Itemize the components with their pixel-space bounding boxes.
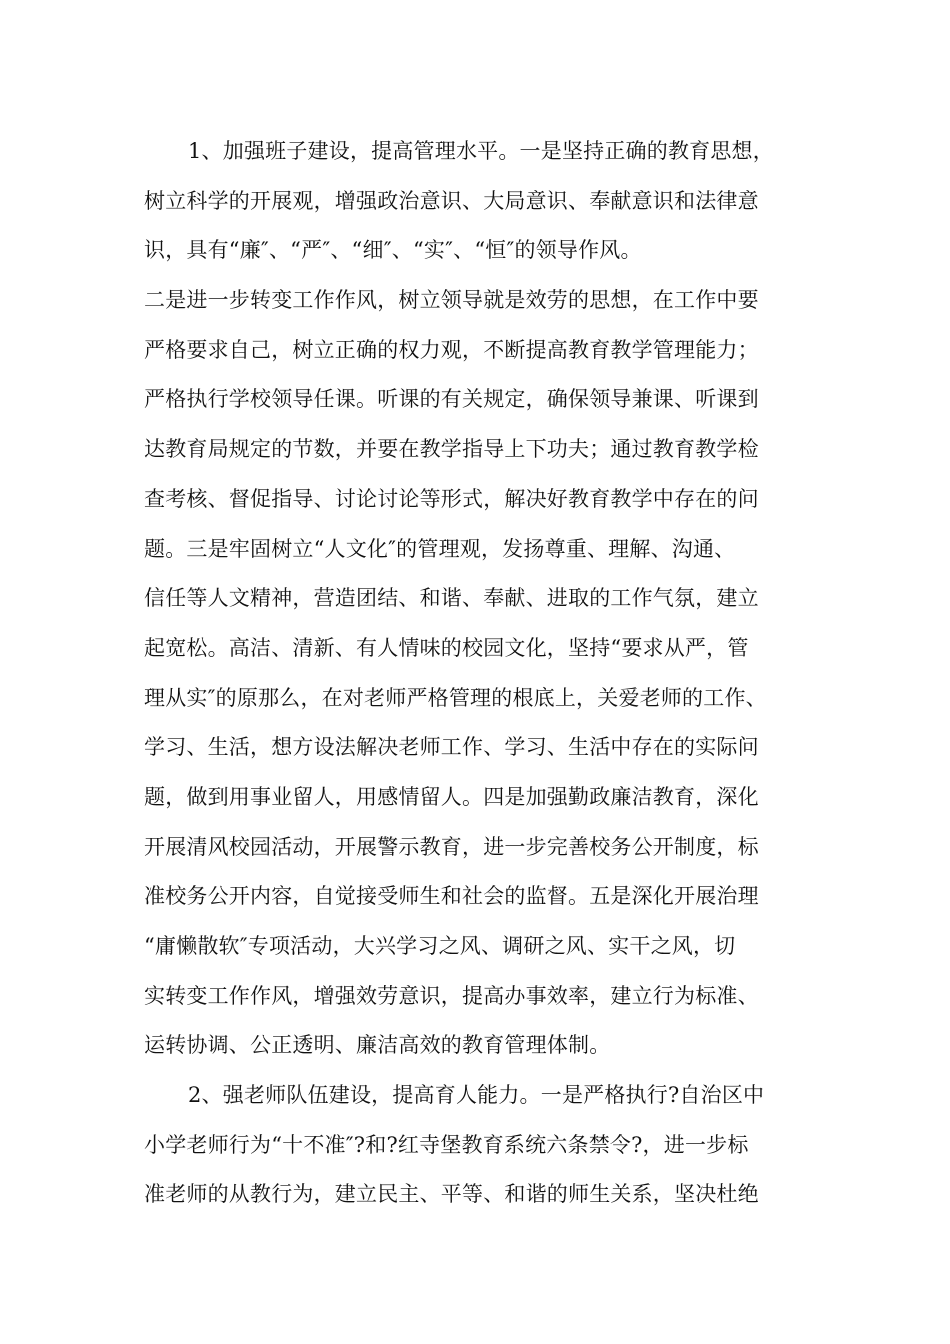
paragraph-1-line-12: 理从实″的原那么，在对老师严格管理的根底上，关爱老师的工作、 [144, 685, 767, 710]
paragraph-1-line-3: 识，具有“廉″、“严″、“细″、“实″、“恒″的领导作风。 [144, 238, 642, 263]
paragraph-2-line-3: 准老师的从教行为，建立民主、平等、和谐的师生关系，坚决杜绝 [144, 1182, 759, 1207]
paragraph-1-line-17: “庸懒散软″专项活动，大兴学习之风、调研之风、实干之风，切 [144, 934, 736, 958]
paragraph-1-line-13: 学习、生活，想方设法解决老师工作、学习、生活中存在的实际问 [144, 735, 759, 760]
paragraph-2-line-1: 2、强老师队伍建设，提高育人能力。一是严格执行?自治区中 [188, 1083, 765, 1108]
paragraph-1-line-11: 起宽松。高洁、清新、有人情味的校园文化，坚持“要求从严，管 [144, 635, 749, 660]
paragraph-1-line-4: 二是进一步转变工作作风，树立领导就是效劳的思想，在工作中要 [144, 288, 759, 313]
paragraph-1-line-14: 题，做到用事业留人，用感情留人。四是加强勤政廉洁教育，深化 [144, 784, 759, 809]
paragraph-1-line-10: 信任等人文精神，营造团结、和谐、奉献、进取的工作气氛，建立 [144, 586, 759, 611]
paragraph-1-line-18: 实转变工作作风，增强效劳意识，提高办事效率，建立行为标准、 [144, 983, 759, 1008]
paragraph-1-line-5: 严格要求自己，树立正确的权力观，不断提高教育教学管理能力； [144, 337, 759, 362]
document-body [144, 127, 824, 1220]
paragraph-1-line-9: 题。三是牢固树立“人文化″的管理观，发扬尊重、理解、沟通、 [144, 536, 736, 561]
paragraph-1-line-1: 1、加强班子建设，提高管理水平。一是坚持正确的教育思想， [188, 139, 774, 163]
paragraph-1-line-2: 树立科学的开展观，增强政治意识、大局意识、奉献意识和法律意 [144, 188, 759, 213]
paragraph-2-line-2: 小学老师行为“十不准″?和?红寺堡教育系统六条禁令?，进一步标 [144, 1132, 749, 1157]
paragraph-1-line-6: 严格执行学校领导任课。听课的有关规定，确保领导兼课、听课到 [144, 387, 759, 412]
paragraph-1-line-16: 准校务公开内容，自觉接受师生和社会的监督。五是深化开展治理 [144, 884, 759, 909]
paragraph-1-line-7: 达教育局规定的节数，并要在教学指导上下功夫；通过教育教学检 [144, 437, 759, 462]
paragraph-1-line-8: 查考核、督促指导、讨论讨论等形式，解决好教育教学中存在的问 [144, 486, 759, 511]
paragraph-1-line-15: 开展清风校园活动，开展警示教育，进一步完善校务公开制度，标 [144, 834, 759, 859]
paragraph-1-line-19: 运转协调、公正透明、廉洁高效的教育管理体制。 [144, 1033, 611, 1058]
